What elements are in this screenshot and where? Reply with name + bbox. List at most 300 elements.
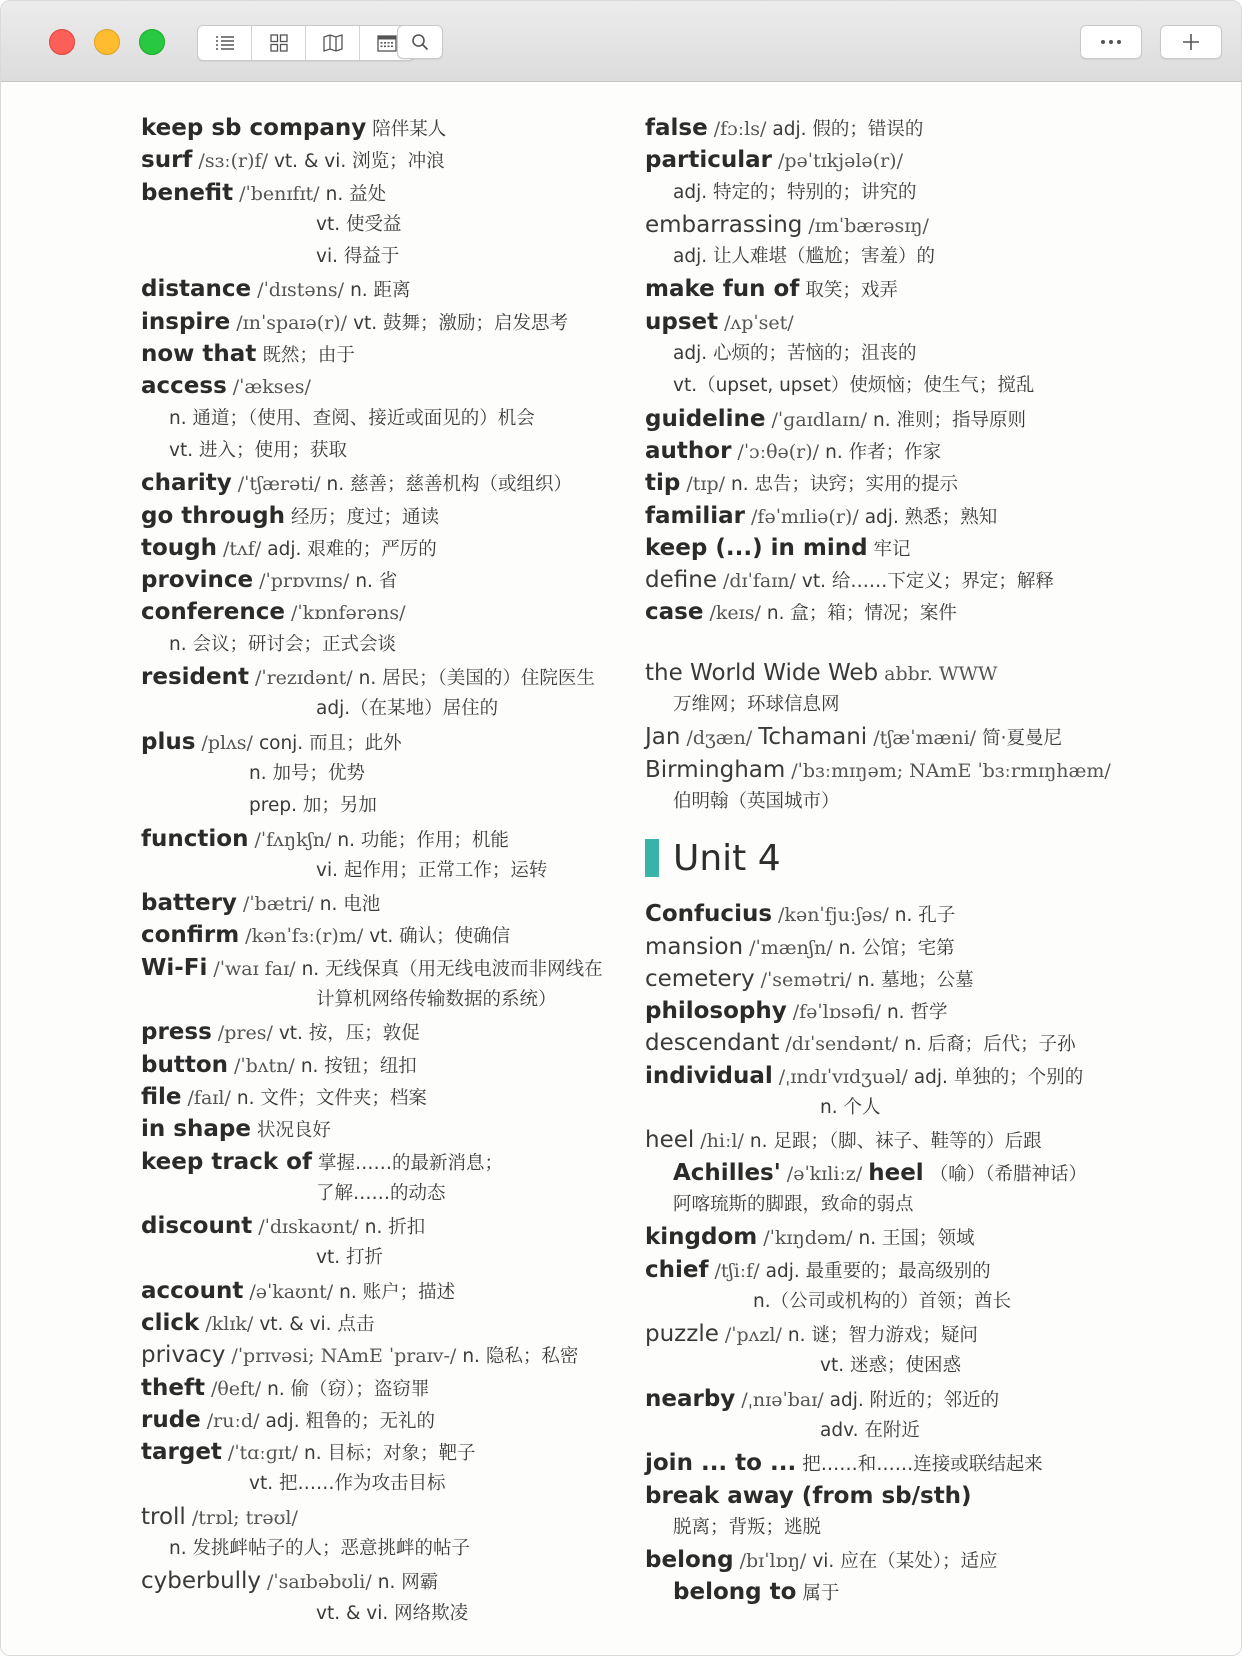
definition: n. 墓地；公墓 bbox=[857, 969, 974, 991]
entry-line bbox=[141, 726, 641, 758]
headword: break away (from sb/sth) bbox=[645, 1482, 972, 1509]
definition: vt. 确认；使确信 bbox=[369, 926, 511, 948]
headword: conference bbox=[141, 599, 285, 626]
definition: n. 发挑衅帖子的人；恶意挑衅的帖子 bbox=[169, 1538, 470, 1560]
entry-line bbox=[141, 1468, 641, 1500]
phonetic: /ˈbætri/ bbox=[242, 893, 314, 916]
phonetic: /ˈækses/ bbox=[232, 376, 311, 399]
definition: n. 作者；作家 bbox=[825, 441, 942, 463]
entry-line bbox=[141, 1146, 641, 1178]
entry-line bbox=[645, 754, 1115, 786]
entry-line bbox=[645, 241, 1115, 273]
entry-line bbox=[645, 1544, 1115, 1576]
phonetic: /ˈɡaɪdlaɪn/ bbox=[771, 408, 868, 431]
definition: vt. 迷惑；使困惑 bbox=[820, 1355, 961, 1377]
entry-line bbox=[141, 403, 641, 435]
headword: tough bbox=[141, 534, 218, 561]
phonetic: /plʌs/ bbox=[201, 731, 253, 754]
phonetic: /tʃæˈmæni/ bbox=[873, 727, 977, 750]
phonetic: /fɔːls/ bbox=[713, 118, 767, 140]
phonetic: /əˈkaʊnt/ bbox=[249, 1280, 334, 1303]
grid-view-button[interactable] bbox=[252, 26, 306, 60]
definition: adj. 心烦的；苦恼的；沮丧的 bbox=[673, 343, 917, 365]
definition: vi. 起作用；正常工作；运转 bbox=[316, 859, 548, 881]
headword: kingdom bbox=[645, 1224, 758, 1251]
headword: define bbox=[645, 567, 717, 594]
headword: in shape bbox=[141, 1116, 251, 1143]
definition: n. 哲学 bbox=[886, 1002, 948, 1024]
more-button[interactable] bbox=[1080, 25, 1142, 59]
zoom-window-button[interactable] bbox=[139, 29, 165, 55]
headword: belong bbox=[645, 1547, 734, 1574]
entry-line bbox=[141, 370, 641, 402]
view-mode-segmented-control bbox=[197, 25, 415, 61]
entry-line bbox=[645, 1286, 1115, 1318]
headword: make fun of bbox=[645, 276, 800, 303]
headword: false bbox=[645, 115, 708, 141]
map-icon bbox=[323, 34, 343, 52]
entry-line bbox=[645, 403, 1115, 435]
definition: 了解……的动态 bbox=[316, 1182, 446, 1204]
phonetic: /ˈfʌŋkʃn/ bbox=[254, 828, 332, 851]
vocab-column-right bbox=[645, 112, 1115, 1609]
definition: n. 后裔；后代；子孙 bbox=[904, 1034, 1076, 1056]
definition: vt. 使受益 bbox=[316, 213, 402, 235]
entry-line bbox=[141, 693, 641, 725]
definition: vi. 应在（某处）；适应 bbox=[812, 1551, 998, 1573]
phonetic: /kənˈfjuːʃəs/ bbox=[778, 904, 889, 927]
entry-line bbox=[645, 963, 1115, 995]
headword: philosophy bbox=[645, 998, 787, 1025]
definition: n. 忠告；诀窍；实用的提示 bbox=[731, 474, 959, 496]
phonetic: /keɪs/ bbox=[709, 602, 761, 625]
definition: n.（公司或机构的）首领；酋长 bbox=[753, 1290, 1012, 1312]
definition: 脱离；背叛；逃脱 bbox=[673, 1516, 822, 1538]
phonetic: /tɪp/ bbox=[686, 473, 726, 496]
phonetic: /ˈsemətri/ bbox=[760, 968, 852, 991]
entry-line bbox=[141, 823, 641, 855]
definition: 简·夏曼尼 bbox=[982, 728, 1062, 750]
definition: 取笑；戏弄 bbox=[805, 280, 898, 302]
definition: vt. 打折 bbox=[316, 1247, 383, 1269]
entry-line bbox=[645, 1060, 1115, 1092]
definition: n. 王国；领域 bbox=[858, 1228, 975, 1250]
list-view-button[interactable] bbox=[198, 26, 252, 60]
entry-line bbox=[141, 1339, 641, 1371]
entry-line bbox=[645, 596, 1115, 628]
phonetic: /kənˈfɜː(r)m/ bbox=[245, 925, 364, 948]
definition: adj.（在某地）居住的 bbox=[316, 698, 499, 720]
phonetic: /ˈdɪskaʊnt/ bbox=[258, 1216, 359, 1239]
entry-line bbox=[645, 1124, 1115, 1156]
entry-line bbox=[645, 1027, 1115, 1059]
entry-line bbox=[141, 919, 641, 951]
headword: keep sb company bbox=[141, 115, 367, 141]
entry-line bbox=[141, 1501, 641, 1533]
entry-line bbox=[645, 1480, 1115, 1512]
entry-line bbox=[141, 1565, 641, 1597]
definition: n. 会议；研讨会；正式会谈 bbox=[169, 633, 396, 655]
add-button[interactable] bbox=[1160, 25, 1222, 59]
entry-line bbox=[141, 1242, 641, 1274]
headword: nearby bbox=[645, 1385, 736, 1412]
definition: 计算机网络传输数据的系统） bbox=[316, 989, 557, 1011]
grid-icon bbox=[270, 34, 288, 52]
headword: function bbox=[141, 825, 249, 852]
entry-line bbox=[141, 435, 641, 467]
entry-line bbox=[645, 1092, 1115, 1124]
entry-line bbox=[141, 564, 641, 596]
definition: vt. 按，压；敦促 bbox=[278, 1023, 420, 1045]
entry-line bbox=[141, 1372, 641, 1404]
phonetic: /ˈtʃærəti/ bbox=[237, 473, 321, 496]
definition: vt. 给……下定义；界定；解释 bbox=[801, 571, 1054, 593]
headword: cyberbully bbox=[141, 1568, 262, 1595]
headword: resident bbox=[141, 664, 249, 691]
definition: adj. 假的；错误的 bbox=[772, 119, 924, 140]
headword: charity bbox=[141, 470, 232, 497]
entry-line bbox=[645, 1318, 1115, 1350]
entry-line bbox=[141, 758, 641, 790]
headword: Tchamani bbox=[758, 724, 868, 751]
definition: n. 偷（窃）；盗窃罪 bbox=[267, 1378, 430, 1400]
entry-line bbox=[645, 786, 1115, 818]
definition: n. 通道；（使用、查阅、接近或面见的）机会 bbox=[169, 407, 535, 429]
headword: embarrassing bbox=[645, 211, 803, 238]
entry-line bbox=[141, 273, 641, 305]
phonetic: /pəˈtɪkjələ(r)/ bbox=[777, 150, 903, 173]
headword: mansion bbox=[645, 933, 744, 960]
entry-line bbox=[645, 721, 1115, 753]
definition: n. 居民；（美国的）住院医生 bbox=[358, 668, 595, 690]
definition: vi. 得益于 bbox=[316, 246, 400, 268]
headword: theft bbox=[141, 1374, 205, 1401]
definition: n. 慈善；慈善机构（或组织） bbox=[326, 474, 572, 496]
definition: adj. 让人难堪（尴尬；害羞）的 bbox=[673, 246, 935, 268]
entry-line bbox=[141, 500, 641, 532]
entry-line bbox=[141, 887, 641, 919]
headword: individual bbox=[645, 1062, 773, 1089]
headword: Wi-Fi bbox=[141, 954, 208, 981]
list-icon bbox=[215, 35, 235, 51]
phonetic: /ˈbʌtn/ bbox=[234, 1054, 295, 1077]
entry-line bbox=[645, 435, 1115, 467]
definition: adj. 附近的；邻近的 bbox=[829, 1389, 1000, 1411]
headword: discount bbox=[141, 1213, 253, 1240]
headword: province bbox=[141, 567, 254, 594]
entry-line bbox=[645, 931, 1115, 963]
entry-line bbox=[141, 1598, 641, 1630]
headword: keep (...) in mind bbox=[645, 534, 868, 561]
entry-line bbox=[645, 338, 1115, 370]
definition: adj. 最重要的；最高级别的 bbox=[765, 1260, 991, 1282]
headword: particular bbox=[645, 147, 772, 174]
headword: Confucius bbox=[645, 901, 773, 928]
phonetic: /ˈkɪŋdəm/ bbox=[763, 1227, 853, 1250]
definition: n. 账户；描述 bbox=[339, 1281, 456, 1303]
entry-line bbox=[141, 144, 641, 176]
entry-line bbox=[141, 241, 641, 273]
plus-icon bbox=[1181, 32, 1201, 52]
headword: inspire bbox=[141, 308, 231, 335]
headword: rude bbox=[141, 1406, 201, 1433]
phonetic: /dʒæn/ bbox=[686, 727, 753, 750]
entry-line bbox=[645, 1350, 1115, 1382]
entry-line bbox=[645, 273, 1115, 305]
definition: conj. 而且；此外 bbox=[258, 732, 402, 754]
map-view-button[interactable] bbox=[306, 26, 360, 60]
entry-line bbox=[141, 596, 641, 628]
phonetic: /tʌf/ bbox=[223, 537, 262, 560]
definition: n. 隐私；私密 bbox=[462, 1346, 579, 1368]
entry-line bbox=[645, 1576, 1115, 1608]
entry-line bbox=[645, 1383, 1115, 1415]
entry-line bbox=[141, 1210, 641, 1242]
headword: Birmingham bbox=[645, 756, 786, 783]
entry-line bbox=[141, 1049, 641, 1081]
phonetic: /klɪk/ bbox=[205, 1312, 254, 1335]
definition: n. 准则；指导原则 bbox=[873, 409, 1027, 431]
entry-line bbox=[141, 532, 641, 564]
vocab-column-left bbox=[141, 112, 641, 1630]
headword: distance bbox=[141, 276, 252, 303]
definition: n. 公馆；宅第 bbox=[838, 937, 955, 959]
phonetic: /dɪˈfaɪn/ bbox=[722, 570, 796, 593]
headword: privacy bbox=[141, 1342, 226, 1369]
entry-line bbox=[645, 629, 1115, 657]
headword: join ... to ... bbox=[645, 1450, 797, 1477]
toolbar bbox=[1, 1, 1241, 82]
entry-line bbox=[645, 995, 1115, 1027]
phonetic: /pres/ bbox=[217, 1022, 273, 1045]
phonetic: /fəˈmɪliə(r)/ bbox=[751, 505, 859, 528]
phonetic: /ˌnɪəˈbaɪ/ bbox=[741, 1388, 824, 1411]
unit-heading bbox=[645, 818, 1115, 898]
headword: account bbox=[141, 1277, 244, 1304]
phonetic: /ˈbɜːmɪŋəm; NAmE ˈbɜːrmɪŋhæm/ bbox=[791, 759, 1111, 782]
entry-line bbox=[141, 790, 641, 822]
headword: plus bbox=[141, 728, 196, 755]
definition: adj. 特定的；特别的；讲究的 bbox=[673, 181, 917, 203]
headword: case bbox=[645, 599, 704, 626]
phonetic: /ˈwaɪ faɪ/ bbox=[213, 957, 296, 980]
phonetic: /ɪnˈspaɪə(r)/ bbox=[236, 311, 348, 334]
phonetic: abbr. WWW bbox=[884, 662, 998, 685]
entry-line bbox=[141, 1404, 641, 1436]
phonetic: /ˈmænʃn/ bbox=[749, 936, 833, 959]
definition: n. 孔子 bbox=[894, 905, 956, 927]
definition: n. 距离 bbox=[350, 280, 411, 302]
headword: upset bbox=[645, 308, 719, 335]
definition: prep. 加；另加 bbox=[249, 795, 377, 817]
headword: author bbox=[645, 437, 732, 464]
definition: 属于 bbox=[802, 1583, 840, 1605]
entry-line bbox=[645, 1189, 1115, 1221]
definition: 万维网；环球信息网 bbox=[673, 694, 840, 716]
phonetic: /dɪˈsendənt/ bbox=[785, 1033, 899, 1056]
entry-line bbox=[645, 209, 1115, 241]
phonetic: /ʌpˈset/ bbox=[724, 311, 794, 334]
definition: 伯明翰（英国城市） bbox=[673, 790, 840, 812]
entry-line bbox=[645, 1512, 1115, 1544]
entry-line bbox=[645, 370, 1115, 402]
entry-line bbox=[141, 467, 641, 499]
document-page bbox=[1, 82, 1242, 1656]
phonetic: /sɜː(r)f/ bbox=[198, 150, 268, 173]
close-window-button[interactable] bbox=[49, 29, 75, 55]
phonetic: /əˈkɪliːz/ bbox=[786, 1162, 863, 1185]
entry-line bbox=[645, 1254, 1115, 1286]
definition: adj. 艰难的；严厉的 bbox=[267, 538, 437, 560]
definition: adj. 熟悉；熟知 bbox=[864, 506, 998, 528]
headword: battery bbox=[141, 890, 237, 917]
entry-line bbox=[645, 532, 1115, 564]
headword: click bbox=[141, 1309, 200, 1336]
definition: n. 网霸 bbox=[377, 1572, 439, 1594]
entry-line bbox=[141, 855, 641, 887]
headword: keep track of bbox=[141, 1148, 312, 1175]
definition: adj. 单独的；个别的 bbox=[913, 1066, 1084, 1088]
phonetic: /θeft/ bbox=[210, 1377, 262, 1400]
vocab-list-unit3-end bbox=[645, 112, 1115, 818]
entry-line bbox=[645, 564, 1115, 596]
phonetic: /tʃiːf/ bbox=[714, 1259, 760, 1282]
headword: surf bbox=[141, 147, 193, 174]
phonetic: /ˈrezɪdənt/ bbox=[254, 667, 353, 690]
headword: the World Wide Web bbox=[645, 659, 879, 686]
entry-line bbox=[141, 1533, 641, 1565]
entry-line bbox=[141, 1275, 641, 1307]
entry-line bbox=[141, 1081, 641, 1113]
entry-line bbox=[645, 1157, 1115, 1189]
headword: button bbox=[141, 1051, 229, 1078]
entry-line bbox=[141, 112, 641, 144]
definition: 经历；度过；通读 bbox=[291, 506, 440, 528]
definition: adj. 粗鲁的；无礼的 bbox=[265, 1410, 435, 1432]
definition: vt. 把……作为攻击目标 bbox=[249, 1473, 446, 1495]
entry-line bbox=[141, 1016, 641, 1048]
entry-line bbox=[141, 1307, 641, 1339]
definition: 既然；由于 bbox=[262, 345, 355, 367]
definition: n. 文件；文件夹；档案 bbox=[236, 1087, 427, 1109]
headword: familiar bbox=[645, 502, 746, 529]
headword: target bbox=[141, 1439, 222, 1466]
definition: vt. & vi. 浏览；冲浪 bbox=[273, 151, 445, 173]
definition: n. 折扣 bbox=[364, 1217, 426, 1239]
entry-line bbox=[645, 1415, 1115, 1447]
definition: vt. 进入；使用；获取 bbox=[169, 439, 347, 461]
headword: tip bbox=[645, 470, 681, 497]
definition: vt. & vi. 网络欺凌 bbox=[316, 1602, 469, 1624]
phonetic: /ˈdɪstəns/ bbox=[257, 279, 345, 302]
phonetic: /ˈprɒvɪns/ bbox=[259, 570, 350, 593]
definition: n. 加号；优势 bbox=[249, 762, 365, 784]
definition: n. 无线保真（用无线电波而非网线在 bbox=[301, 958, 603, 980]
headword: cemetery bbox=[645, 965, 755, 992]
entry-line bbox=[645, 898, 1115, 930]
entry-line bbox=[645, 306, 1115, 338]
definition: vt.（upset, upset）使烦恼；使生气；搅乱 bbox=[673, 375, 1035, 397]
phonetic: /hiːl/ bbox=[700, 1130, 744, 1153]
headword: now that bbox=[141, 341, 257, 368]
headword: troll bbox=[141, 1503, 186, 1530]
headword: benefit bbox=[141, 179, 234, 206]
definition: n. 目标；对象；靶子 bbox=[304, 1443, 476, 1465]
headword: access bbox=[141, 373, 227, 400]
entry-line bbox=[141, 1113, 641, 1145]
definition: 陪伴某人 bbox=[372, 119, 447, 140]
entry-line bbox=[645, 1221, 1115, 1253]
headword: chief bbox=[645, 1256, 709, 1283]
headword: descendant bbox=[645, 1030, 780, 1057]
entry-line bbox=[141, 952, 641, 984]
headword: Achilles' bbox=[673, 1159, 781, 1186]
definition: 牢记 bbox=[873, 538, 911, 560]
headword: heel bbox=[868, 1159, 924, 1186]
definition: n. 功能；作用；机能 bbox=[337, 829, 509, 851]
phonetic: /trɒl; trəʊl/ bbox=[191, 1506, 298, 1529]
phonetic: /faɪl/ bbox=[187, 1086, 231, 1109]
definition: n. 省 bbox=[355, 571, 398, 593]
entry-line bbox=[141, 338, 641, 370]
entry-line bbox=[141, 1178, 641, 1210]
entry-line bbox=[141, 661, 641, 693]
phonetic: /ˈpʌzl/ bbox=[724, 1324, 782, 1347]
entry-line bbox=[645, 657, 1115, 689]
definition: n. 盒；箱；情况；案件 bbox=[766, 603, 957, 625]
entry-line bbox=[141, 177, 641, 209]
headword: confirm bbox=[141, 922, 240, 949]
unit-title: Unit 4 bbox=[673, 837, 781, 879]
phonetic: /ˈsaɪbəbʊli/ bbox=[267, 1571, 372, 1594]
headword: puzzle bbox=[645, 1321, 719, 1348]
headword: belong to bbox=[673, 1579, 797, 1606]
entry-line bbox=[645, 1447, 1115, 1479]
headword: file bbox=[141, 1083, 182, 1110]
minimize-window-button[interactable] bbox=[94, 29, 120, 55]
entry-line bbox=[645, 112, 1115, 144]
vocab-list-unit4 bbox=[645, 898, 1115, 1609]
entry-line bbox=[645, 467, 1115, 499]
entry-line bbox=[645, 177, 1115, 209]
headword: go through bbox=[141, 502, 285, 529]
headword: heel bbox=[645, 1127, 695, 1154]
phonetic: /ˈkɒnfərəns/ bbox=[290, 602, 406, 625]
definition: 掌握……的最新消息； bbox=[317, 1152, 503, 1174]
search-button[interactable] bbox=[397, 25, 443, 59]
ellipsis-icon bbox=[1100, 39, 1122, 45]
search-icon bbox=[411, 33, 429, 51]
entry-line bbox=[141, 984, 641, 1016]
definition: 状况良好 bbox=[256, 1120, 331, 1142]
definition: 把……和……连接或联结起来 bbox=[802, 1454, 1043, 1476]
phonetic: /ˈprɪvəsi; NAmE ˈpraɪv-/ bbox=[231, 1345, 457, 1368]
phonetic: /ˈbenɪfɪt/ bbox=[239, 182, 320, 205]
phonetic: /ˌɪndɪˈvɪdʒuəl/ bbox=[778, 1065, 908, 1088]
headword: guideline bbox=[645, 405, 766, 432]
phonetic: /ˈɔːθə(r)/ bbox=[737, 440, 820, 463]
definition: （喻）（希腊神话） bbox=[929, 1163, 1087, 1185]
entry-line bbox=[645, 500, 1115, 532]
definition: 阿喀琉斯的脚跟，致命的弱点 bbox=[673, 1193, 914, 1215]
definition: n. 电池 bbox=[319, 894, 381, 916]
phonetic: /ɪmˈbærəsɪŋ/ bbox=[808, 214, 929, 237]
entry-line bbox=[141, 1436, 641, 1468]
definition: n. 个人 bbox=[820, 1097, 881, 1119]
phonetic: /bɪˈlɒŋ/ bbox=[739, 1550, 807, 1573]
definition: n. 谜；智力游戏；疑问 bbox=[787, 1325, 978, 1347]
phonetic: /ruːd/ bbox=[206, 1409, 260, 1432]
